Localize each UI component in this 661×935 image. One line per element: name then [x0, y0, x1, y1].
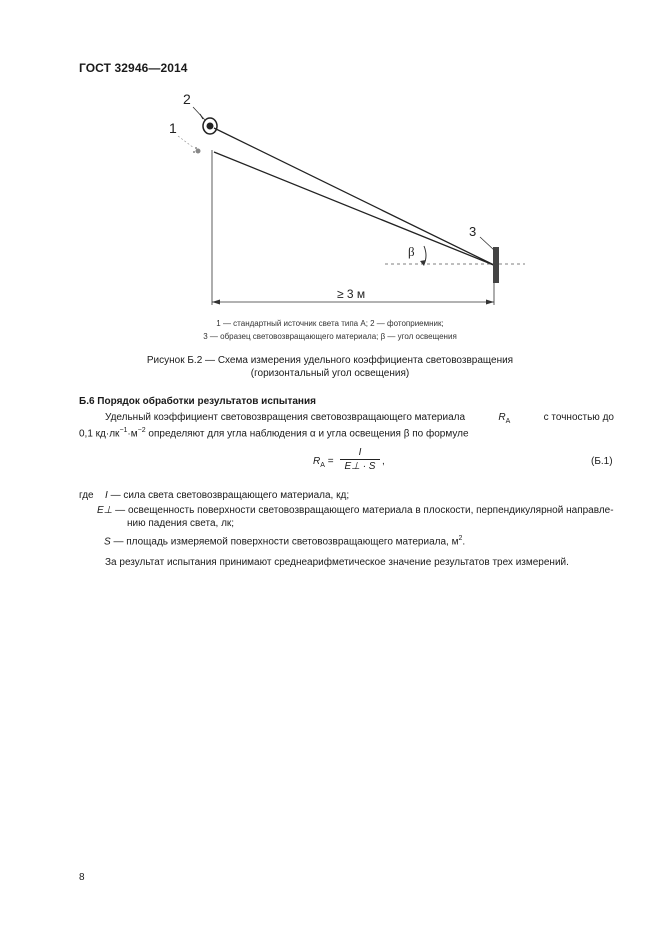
distance-label: ≥ 3 м [337, 287, 366, 301]
definition-item-continued: нию падения света, лк; [127, 518, 235, 529]
formula-fraction [340, 447, 380, 472]
document-header: ГОСТ 32946—2014 [79, 61, 188, 75]
label-1: 1 [169, 120, 177, 136]
figure-legend [150, 317, 510, 343]
definition-item: E⊥ — освещенность поверхности световозвращающего материала в плоскости, перпендикулярной направле- [97, 505, 614, 516]
legend-line-2: 3 — образец световозвращающего материала; β — угол освещения [203, 332, 457, 341]
formula-lhs: $R_А$ = [313, 456, 334, 469]
formula-denominator: E⊥ · S [344, 461, 376, 472]
page-number: 8 [79, 872, 85, 883]
label-2: 2 [183, 91, 191, 107]
label-2-leader [193, 107, 205, 120]
definition-item: S — площадь измеряемой поверхности световозвращающего материала, $м^2$. [104, 535, 466, 548]
light-source-icon [193, 147, 201, 154]
label-beta: β [408, 244, 415, 259]
formula-numerator: I [340, 447, 380, 460]
label-3: 3 [469, 224, 477, 239]
ray-source [214, 152, 496, 266]
beta-arrowhead [420, 260, 426, 266]
intro-line-2: 0,1 $кд\cdot лк^{-1}\cdot м^{-2}$ определяют для угла наблюдения α и угла освещения β по формуле [79, 427, 469, 440]
label-1-leader [178, 136, 194, 148]
ray-photodetector [214, 128, 496, 266]
label-3-leader [480, 237, 494, 250]
where-label: где [79, 490, 94, 501]
section-title: Б.6 Порядок обработки результатов испытания [79, 396, 316, 407]
dimension-arrow-left [212, 300, 220, 305]
retroreflective-sample [493, 247, 499, 283]
result-paragraph: За результат испытания принимают среднеарифметическое значение результатов трех измерений. [105, 557, 569, 568]
intro-line-1: Удельный коэффициент световозвращения световозвращающего материала $R_А$ с точностью до [105, 412, 614, 425]
definition-item: I — сила света световозвращающего материала, кд; [105, 490, 350, 501]
figure-title [110, 354, 550, 380]
formula-number: (Б.1) [591, 456, 613, 467]
formula-comma: , [382, 456, 385, 467]
figure-title-line-1: Рисунок Б.2 — Схема измерения удельного коэффициента световозвращения [146, 355, 514, 366]
dimension-arrow-right [486, 300, 494, 305]
figure-title-line-2: (горизонтальный угол освещения) [250, 368, 410, 379]
legend-line-1: 1 — стандартный источник света типа А; 2 — фотоприемник; [216, 319, 444, 328]
